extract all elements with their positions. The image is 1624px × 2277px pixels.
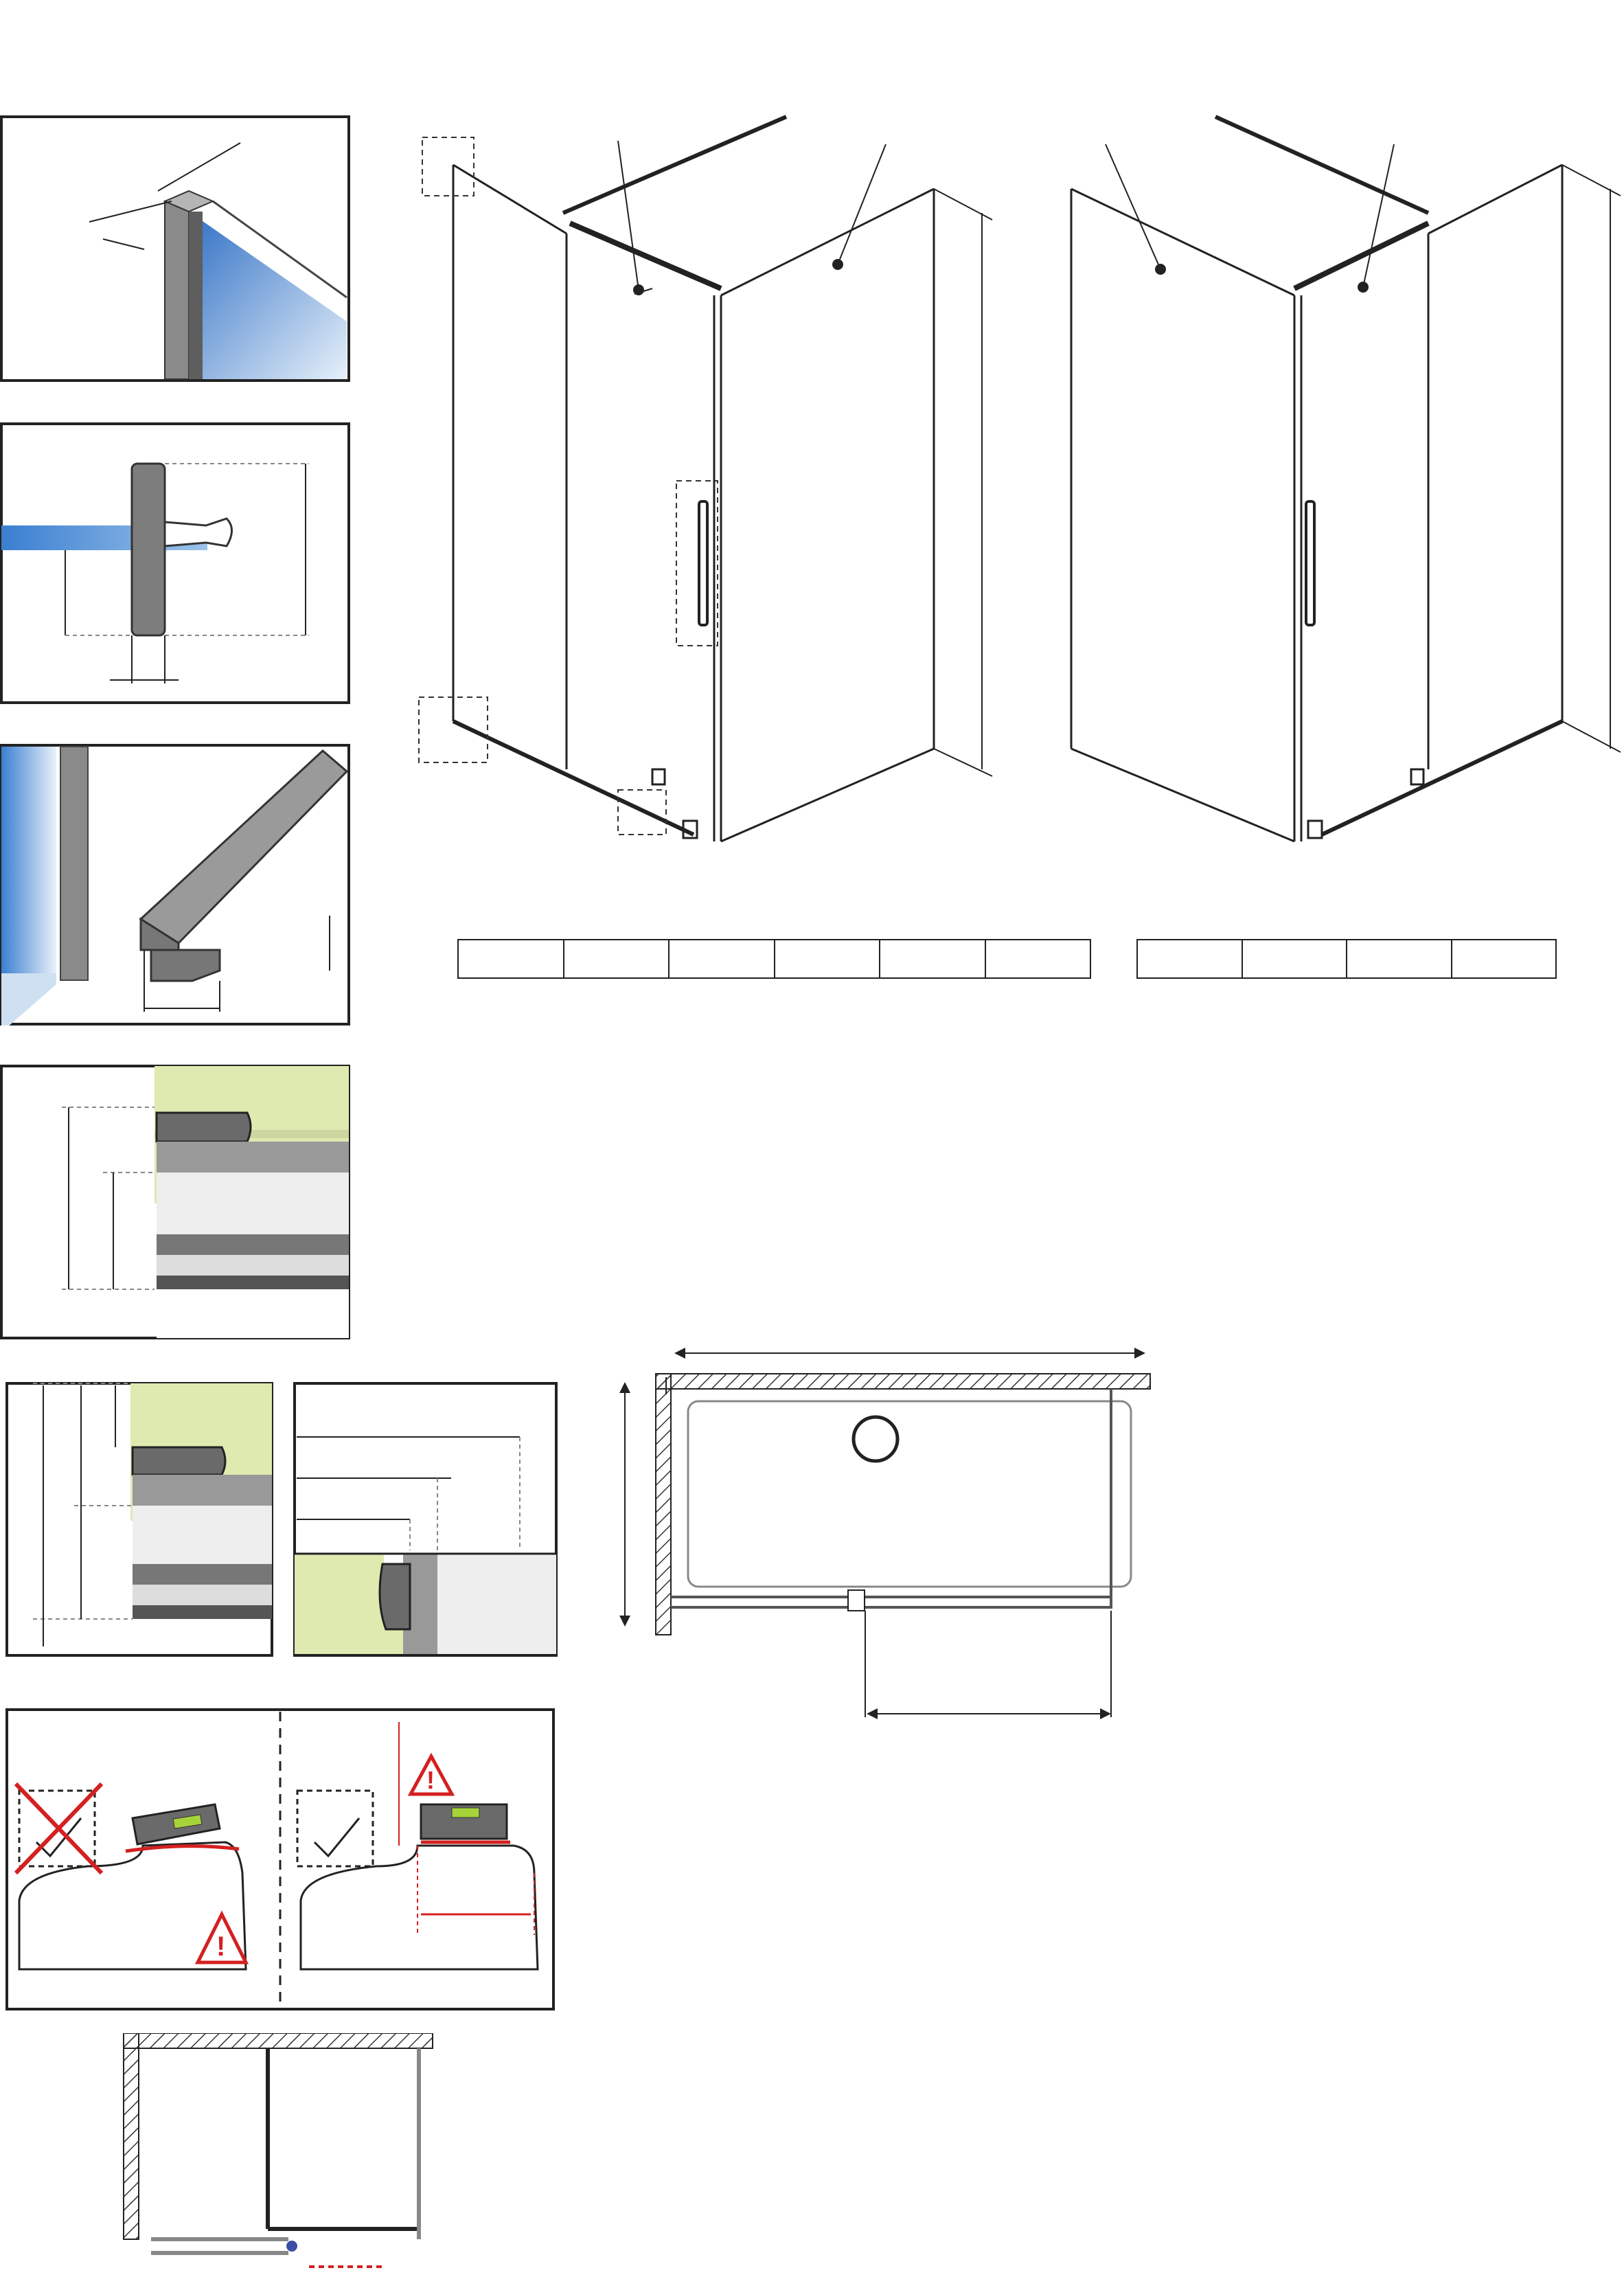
svg-text:!: ! bbox=[216, 1932, 226, 1962]
door-table bbox=[457, 939, 1091, 979]
detail-4-threshold bbox=[0, 1065, 350, 1339]
plan-views bbox=[604, 1305, 1621, 2274]
detail-a2-section bbox=[5, 1382, 273, 1657]
detail-2-handle bbox=[0, 422, 350, 704]
door-table-header bbox=[564, 940, 670, 978]
wall-table-header bbox=[1347, 940, 1452, 978]
door-table-header bbox=[458, 940, 564, 978]
small-plan-diagram bbox=[110, 2033, 453, 2274]
svg-text:!: ! bbox=[426, 1766, 435, 1794]
iso-views bbox=[412, 69, 1621, 893]
detail-a1-section bbox=[293, 1382, 558, 1657]
door-table-header bbox=[669, 940, 775, 978]
door-table-header bbox=[985, 940, 1091, 978]
detail-1-top-profile bbox=[0, 115, 350, 383]
door-table-header bbox=[880, 940, 985, 978]
wall-table-header bbox=[1452, 940, 1557, 978]
wall-table-header bbox=[1137, 940, 1242, 978]
level-check-diagram bbox=[5, 1708, 555, 2010]
detail-3-bottom-rail bbox=[0, 744, 350, 1026]
wall-table-header bbox=[1242, 940, 1347, 978]
wall-table bbox=[1136, 939, 1557, 979]
door-table-header bbox=[775, 940, 880, 978]
